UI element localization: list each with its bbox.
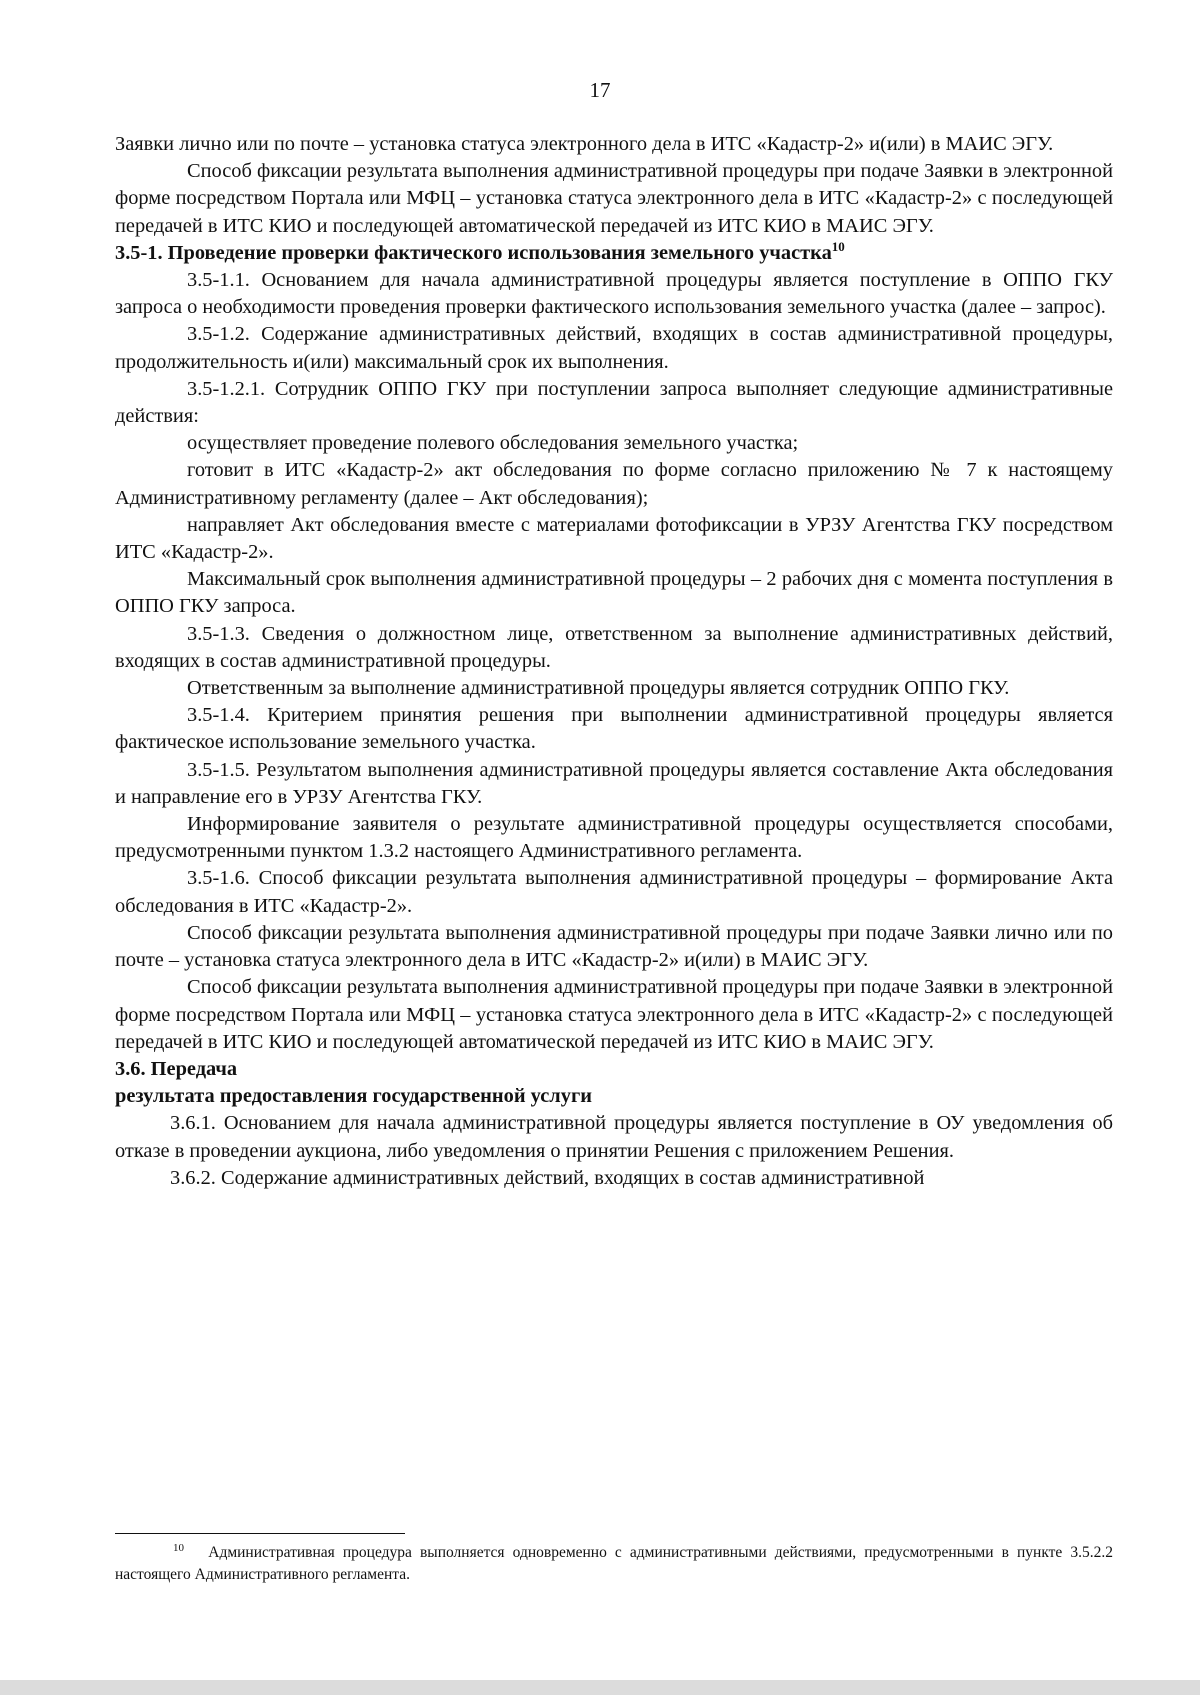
paragraph: 3.5-1.3. Сведения о должностном лице, ответственном за выполнение административных действий, входящих в состав административной процедуры. (115, 622, 1113, 672)
paragraph: Способ фиксации результата выполнения административной процедуры при подаче Заявки в электронной форме посредством Портала или МФЦ – установка статуса электронного дела в ИТС «Кадастр-2» с последующей передачей в ИТС КИО и последующей автоматической передачей из ИТС КИО в МАИС ЭГУ. (115, 160, 1113, 237)
footnote (115, 1542, 1113, 1586)
paragraph: 3.6.2. Содержание административных действий, входящих в состав административной (170, 1166, 925, 1189)
paragraph: 3.5-1.5. Результатом выполнения административной процедуры является составление Акта обследования и направление его в УРЗУ Агентства ГКУ. (115, 758, 1113, 808)
scan-bottom-edge (0, 1680, 1200, 1695)
footnote-paragraph (115, 1542, 1113, 1586)
page-number: 17 (589, 78, 611, 102)
paragraph: 3.5-1.4. Критерием принятия решения при выполнении административной процедуры является фактическое использование земельного участка. (115, 704, 1113, 754)
paragraph: направляет Акт обследования вместе с материалами фотофиксации в УРЗУ Агентства ГКУ посредством ИТС «Кадастр-2». (115, 513, 1113, 564)
section-heading-3-6: 3.6. Передача (115, 1057, 238, 1080)
paragraph: Максимальный срок выполнения административной процедуры – 2 рабочих дня с момента поступления в ОППО ГКУ запроса. (115, 568, 1113, 618)
paragraph: Способ фиксации результата выполнения административной процедуры при подаче Заявки в электронной форме посредством Портала или МФЦ – установка статуса электронного дела в ИТС «Кадастр-2» с последующей передачей в ИТС КИО и последующей автоматической передачей из ИТС КИО в МАИС ЭГУ. (115, 976, 1113, 1053)
paragraph: Способ фиксации результата выполнения административной процедуры при подаче Заявки лично или по почте – установка статуса электронного дела в ИТС «Кадастр-2» и(или) в МАИС ЭГУ. (115, 921, 1113, 972)
paragraph: 3.5-1.2. Содержание административных действий, входящих в состав административной процедуры, продолжительность и(или) максимальный срок их выполнения. (115, 323, 1113, 373)
footnote-divider (115, 1533, 405, 1534)
section-heading-text: 3.5-1. Проведение проверки фактического использования земельного участка (115, 241, 832, 264)
page-body (115, 131, 1113, 1192)
paragraph: осуществляет проведение полевого обследования земельного участка; (187, 432, 799, 455)
paragraph: Информирование заявителя о результате административной процедуры осуществляется способами, предусмотренными пунктом 1.3.2 настоящего Административного регламента. (115, 813, 1113, 863)
footnote-mark: 10 (173, 1541, 184, 1554)
paragraph: Ответственным за выполнение административной процедуры является сотрудник ОППО ГКУ. (187, 677, 1010, 700)
section-heading-3-5-1 (115, 240, 1113, 267)
paragraph: 3.6.1. Основанием для начала административной процедуры является поступление в ОУ уведомления об отказе в проведении аукциона, либо уведомления о принятии Решения с приложением Решения. (115, 1112, 1113, 1162)
section-heading-3-6-subtitle: результата предоставления государственной услуги (115, 1085, 592, 1108)
paragraph: Заявки лично или по почте – установка статуса электронного дела в ИТС «Кадастр-2» и(или) в МАИС ЭГУ. (115, 133, 1054, 155)
paragraph: готовит в ИТС «Кадастр-2» акт обследования по форме согласно приложению № 7 к настоящему Административному регламенту (далее – Акт обследования); (115, 459, 1113, 509)
paragraph: 3.5-1.6. Способ фиксации результата выполнения административной процедуры – формирование Акта обследования в ИТС «Кадастр-2». (115, 867, 1113, 917)
paragraph: 3.5-1.2.1. Сотрудник ОППО ГКУ при поступлении запроса выполняет следующие административные действия: (115, 377, 1113, 428)
footnote-text: Административная процедура выполняется одновременно с административными действиями, предусмотренными в пункте 3.5.2.2 настоящего Административного регламента. (115, 1544, 1114, 1583)
paragraph: 3.5-1.1. Основанием для начала административной процедуры является поступление в ОППО ГКУ запроса о необходимости проведения проверки фактического использования земельного участка (далее – запрос). (115, 269, 1113, 319)
footnote-reference[interactable]: 10 (831, 239, 845, 255)
